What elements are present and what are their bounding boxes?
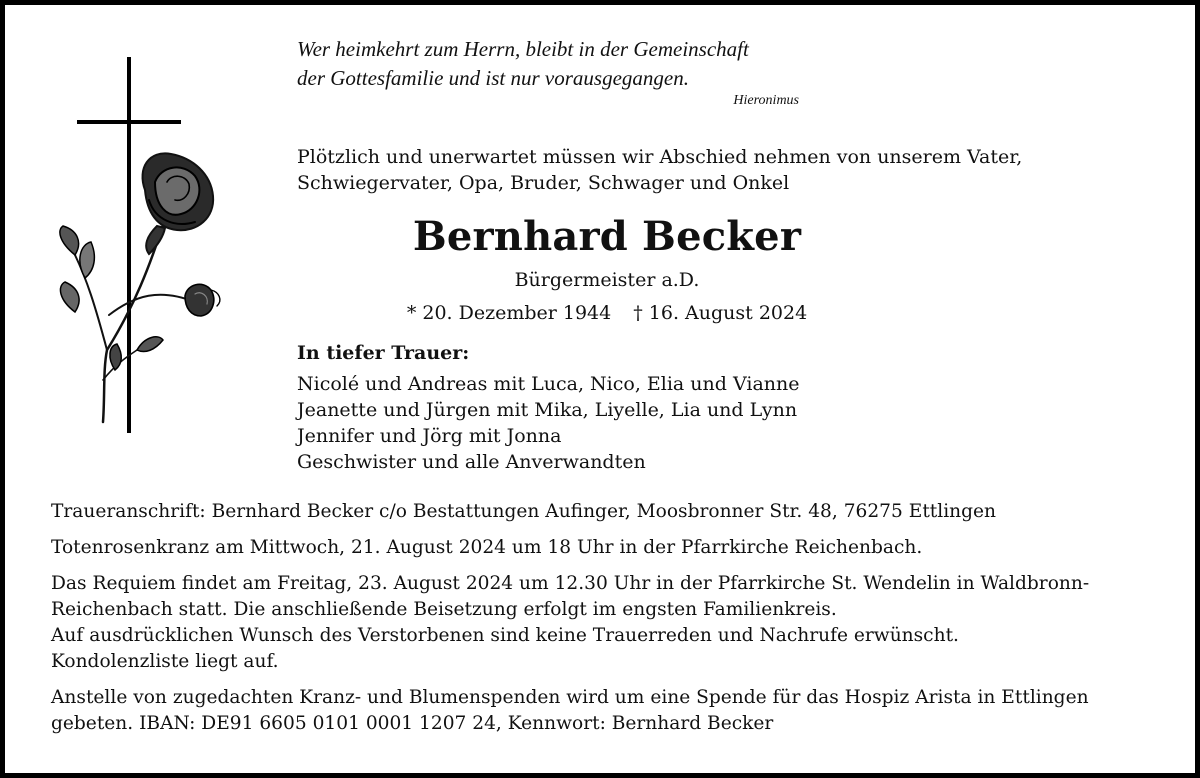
birth-date: * 20. Dezember 1944: [406, 302, 612, 324]
mourning-heading: In tiefer Trauer:: [297, 342, 470, 364]
intro-line: Plötzlich und unerwartet müssen wir Abschied nehmen von unserem Vater,: [297, 146, 1023, 168]
rosary-paragraph: Totenrosenkranz am Mittwoch, 21. August 2024 um 18 Uhr in der Pfarrkirche Reichenbach.: [51, 537, 923, 558]
death-date: † 16. August 2024: [633, 302, 808, 324]
donation-line: Anstelle von zugedachten Kranz- und Blumenspenden wird um eine Spende für das Hospiz Arista in Ettlingen: [51, 687, 1089, 708]
intro-line: Schwiegervater, Opa, Bruder, Schwager und Onkel: [297, 172, 790, 194]
deceased-title: Bürgermeister a.D.: [514, 269, 700, 291]
motto-quote: [297, 35, 817, 93]
motto-author: Hieronimus: [733, 93, 799, 108]
mourner-line: Geschwister und alle Anverwandten: [297, 451, 646, 473]
requiem-line: Reichenbach statt. Die anschließende Beisetzung erfolgt im engsten Familienkreis.: [51, 599, 837, 620]
requiem-line: Kondolenzliste liegt auf.: [51, 651, 279, 672]
motto-line: Wer heimkehrt zum Herrn, bleibt in der Gemeinschaft: [297, 37, 749, 61]
requiem-paragraph: [51, 571, 1176, 675]
requiem-line: Auf ausdrücklichen Wunsch des Verstorbenen sind keine Trauerreden und Nachrufe erwünscht.: [51, 625, 959, 646]
mourner-line: Jennifer und Jörg mit Jonna: [297, 425, 562, 447]
details-section: [51, 499, 1176, 747]
mourner-line: Nicolé und Andreas mit Luca, Nico, Elia und Vianne: [297, 373, 800, 395]
deceased-name: Bernhard Becker: [412, 213, 802, 260]
requiem-line: Das Requiem findet am Freitag, 23. August 2024 um 12.30 Uhr in der Pfarrkirche St. Wendelin in Waldbronn-: [51, 573, 1090, 594]
donation-line: gebeten. IBAN: DE91 6605 0101 0001 1207 24, Kennwort: Bernhard Becker: [51, 713, 774, 734]
mourners-list: [297, 371, 997, 475]
life-dates: [297, 302, 917, 324]
address-paragraph: Traueranschrift: Bernhard Becker c/o Bestattungen Aufinger, Moosbronner Str. 48, 76275 Ettlingen: [51, 501, 997, 522]
donation-paragraph: [51, 685, 1176, 737]
motto-line: der Gottesfamilie und ist nur vorausgegangen.: [297, 66, 689, 90]
cross-rose-illustration: [45, 50, 235, 440]
intro-text: [297, 144, 1157, 196]
mourner-line: Jeanette und Jürgen mit Mika, Liyelle, Lia und Lynn: [297, 399, 798, 421]
rose-icon: [60, 153, 220, 422]
